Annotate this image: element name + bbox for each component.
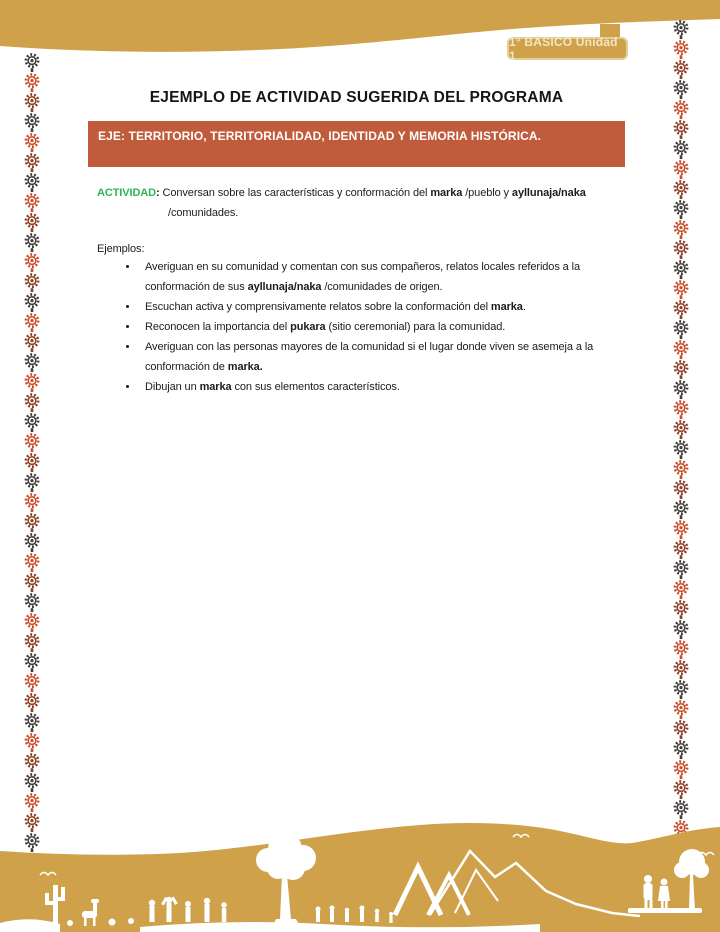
rosette-gear-icon (672, 319, 690, 339)
rosette-gear-icon (672, 439, 690, 459)
example-item: • Dibujan un marka con sus elementos característicos. (139, 377, 625, 397)
rosette-gear-icon (23, 172, 41, 192)
rosette-gear-icon (672, 19, 690, 39)
rosette-gear-icon (672, 219, 690, 239)
rosette-gear-icon (672, 259, 690, 279)
rosette-gear-icon (672, 639, 690, 659)
examples-label: Ejemplos: (97, 243, 145, 255)
rosette-gear-icon (672, 379, 690, 399)
rosette-gear-icon (23, 192, 41, 212)
bush-silhouette (67, 920, 73, 926)
rosette-gear-icon (23, 472, 41, 492)
example-item: • Reconocen la importancia del pukara (sitio ceremonial) para la comunidad. (139, 317, 625, 337)
left-ornament-border (23, 52, 41, 872)
activity-paragraph: ACTIVIDAD: Conversan sobre las características y conformación del marka /pueblo y ayllunaja/naka /comunidades. (97, 187, 586, 219)
example-item: • Escuchan activa y comprensivamente relatos sobre la conformación del marka. (139, 297, 625, 317)
unit-badge-label: 1° BÁSICO Unidad 1 (509, 34, 618, 63)
rosette-gear-icon (23, 772, 41, 792)
rosette-gear-icon (672, 199, 690, 219)
rosette-gear-icon (23, 732, 41, 752)
rosette-gear-icon (23, 752, 41, 772)
rosette-gear-icon (672, 759, 690, 779)
right-ornament-border (672, 19, 690, 839)
rosette-gear-icon (672, 619, 690, 639)
rosette-gear-icon (672, 779, 690, 799)
rosette-gear-icon (23, 92, 41, 112)
rosette-gear-icon (23, 712, 41, 732)
rosette-gear-icon (672, 279, 690, 299)
rosette-gear-icon (23, 612, 41, 632)
footer-landscape-silhouettes (0, 815, 720, 932)
rosette-gear-icon (672, 139, 690, 159)
rosette-gear-icon (672, 59, 690, 79)
rosette-gear-icon (672, 599, 690, 619)
example-item: • Averiguan en su comunidad y comentan con sus compañeros, relatos locales referidos a la conformación de sus ayllunaja/naka /comunidades de origen. (139, 257, 625, 297)
rosette-gear-icon (672, 479, 690, 499)
rosette-gear-icon (672, 359, 690, 379)
rosette-gear-icon (23, 232, 41, 252)
rosette-gear-icon (23, 552, 41, 572)
rosette-gear-icon (23, 352, 41, 372)
rosette-gear-icon (23, 592, 41, 612)
eje-banner-label: EJE: TERRITORIO, TERRITORIALIDAD, IDENTIDAD Y MEMORIA HISTÓRICA. (98, 129, 542, 143)
rosette-gear-icon (672, 399, 690, 419)
bush-silhouette (109, 919, 116, 926)
rosette-gear-icon (23, 572, 41, 592)
rosette-gear-icon (23, 532, 41, 552)
rosette-gear-icon (23, 392, 41, 412)
rosette-gear-icon (23, 452, 41, 472)
footer-band (0, 815, 720, 932)
rosette-gear-icon (23, 252, 41, 272)
content-column (88, 0, 625, 397)
rosette-gear-icon (672, 499, 690, 519)
rosette-gear-icon (23, 492, 41, 512)
bush-silhouette (128, 918, 134, 924)
rosette-gear-icon (672, 159, 690, 179)
rosette-gear-icon (672, 79, 690, 99)
rosette-gear-icon (23, 212, 41, 232)
rosette-gear-icon (672, 579, 690, 599)
rosette-gear-icon (672, 339, 690, 359)
rosette-gear-icon (672, 39, 690, 59)
rosette-gear-icon (672, 99, 690, 119)
rosette-gear-icon (23, 792, 41, 812)
eje-banner (88, 121, 625, 167)
rosette-gear-icon (23, 112, 41, 132)
rosette-gear-icon (23, 652, 41, 672)
rosette-gear-icon (23, 152, 41, 172)
rosette-gear-icon (23, 292, 41, 312)
rosette-gear-icon (23, 72, 41, 92)
rosette-gear-icon (672, 459, 690, 479)
rosette-gear-icon (672, 679, 690, 699)
rosette-gear-icon (23, 372, 41, 392)
rosette-gear-icon (23, 272, 41, 292)
rosette-gear-icon (672, 519, 690, 539)
rosette-gear-icon (23, 412, 41, 432)
rosette-gear-icon (672, 719, 690, 739)
rosette-gear-icon (672, 739, 690, 759)
rosette-gear-icon (672, 179, 690, 199)
rosette-gear-icon (672, 539, 690, 559)
rosette-gear-icon (672, 419, 690, 439)
rosette-gear-icon (23, 312, 41, 332)
rosette-gear-icon (23, 672, 41, 692)
rosette-gear-icon (23, 432, 41, 452)
rosette-gear-icon (672, 559, 690, 579)
rosette-gear-icon (23, 692, 41, 712)
rosette-gear-icon (23, 512, 41, 532)
rosette-gear-icon (23, 132, 41, 152)
rosette-gear-icon (672, 299, 690, 319)
rosette-gear-icon (672, 659, 690, 679)
rosette-gear-icon (23, 52, 41, 72)
rosette-gear-icon (23, 332, 41, 352)
page-title: EJEMPLO DE ACTIVIDAD SUGERIDA DEL PROGRAMA (149, 89, 564, 106)
rosette-gear-icon (672, 119, 690, 139)
example-item: • Averiguan con las personas mayores de la comunidad si el lugar donde viven se asemeja a la conformación de marka. (139, 337, 625, 377)
rosette-gear-icon (672, 699, 690, 719)
rosette-gear-icon (672, 239, 690, 259)
examples-list (88, 257, 625, 397)
rosette-gear-icon (23, 632, 41, 652)
